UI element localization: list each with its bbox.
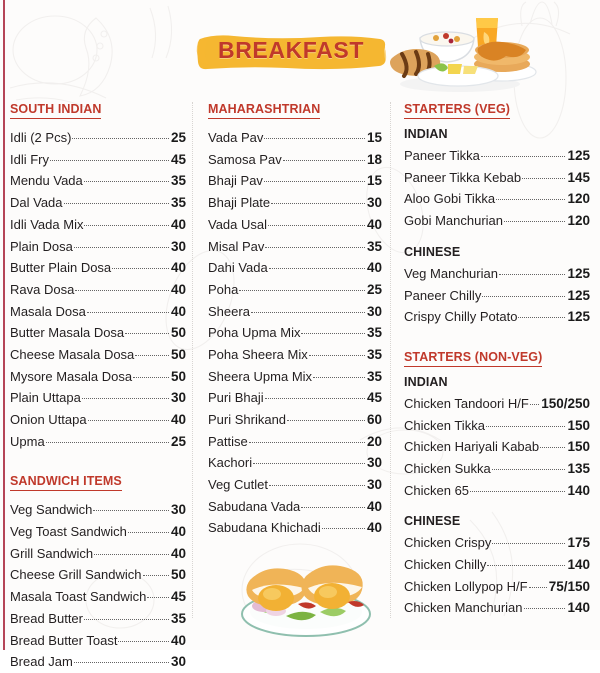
item-name: Masala Dosa: [10, 303, 86, 319]
item-price: 15: [366, 173, 382, 189]
item-price: 45: [170, 589, 186, 605]
item-name: Paneer Chilly: [404, 287, 482, 303]
item-name: Dal Vada: [10, 195, 63, 211]
dot-leader: [118, 641, 169, 642]
menu-row: [208, 235, 382, 257]
dot-leader: [87, 312, 169, 313]
item-name: Plain Uttapa: [10, 390, 81, 406]
menu-row: [10, 366, 186, 388]
dot-leader: [271, 203, 365, 204]
item-price: 35: [170, 610, 186, 626]
dot-leader: [518, 317, 565, 318]
item-price: 30: [366, 195, 382, 211]
menu-row: [208, 279, 382, 301]
column-3: [392, 100, 600, 650]
dot-leader: [524, 608, 566, 609]
dot-leader: [522, 178, 565, 179]
menu-row: [404, 597, 590, 619]
dot-leader: [125, 333, 169, 334]
item-price: 35: [170, 195, 186, 211]
item-name: Gobi Manchurian: [404, 213, 503, 229]
menu-row: [10, 257, 186, 279]
menu-row: [208, 214, 382, 236]
menu-row: [208, 322, 382, 344]
dot-leader: [75, 290, 169, 291]
dot-leader: [268, 225, 365, 226]
item-name: Sheera: [208, 303, 250, 319]
starters-veg-chinese-items: [404, 263, 590, 328]
menu-row: [404, 458, 590, 480]
menu-row: [208, 170, 382, 192]
item-price: 20: [366, 433, 382, 449]
menu-header: [0, 0, 600, 96]
item-price: 135: [567, 460, 590, 476]
item-name: Chicken Hariyali Kabab: [404, 439, 540, 455]
item-name: Poha: [208, 281, 239, 297]
section-heading-starters-veg: STARTERS (VEG): [404, 102, 510, 119]
dot-leader: [84, 619, 169, 620]
item-price: 150: [567, 417, 590, 433]
item-name: Crispy Chilly Potato: [404, 309, 518, 325]
item-name: Poha Upma Mix: [208, 325, 301, 341]
dot-leader: [112, 268, 169, 269]
dot-leader: [313, 377, 365, 378]
item-name: Cheese Masala Dosa: [10, 346, 135, 362]
item-price: 30: [366, 303, 382, 319]
item-price: 40: [170, 632, 186, 648]
item-price: 145: [567, 169, 590, 185]
item-name: Plain Dosa: [10, 238, 73, 254]
item-price: 125: [567, 265, 590, 281]
item-name: Mysore Masala Dosa: [10, 368, 133, 384]
dot-leader: [94, 554, 169, 555]
item-name: Chicken Manchurian: [404, 600, 523, 616]
item-name: Bread Butter Toast: [10, 632, 118, 648]
item-price: 125: [567, 287, 590, 303]
dot-leader: [492, 469, 566, 470]
menu-row: [208, 431, 382, 453]
dot-leader: [309, 355, 365, 356]
dot-leader: [128, 532, 169, 533]
banner-title: BREAKFAST: [218, 36, 364, 63]
menu-row: [208, 344, 382, 366]
dot-leader: [283, 160, 365, 161]
column-divider-1: [192, 102, 193, 618]
section-heading-south-indian: SOUTH INDIAN: [10, 102, 101, 119]
item-price: 40: [366, 498, 382, 514]
dot-leader: [264, 138, 365, 139]
dot-leader: [301, 333, 364, 334]
item-price: 140: [567, 600, 590, 616]
dot-leader: [50, 160, 169, 161]
item-name: Puri Bhaji: [208, 390, 264, 406]
section-gap: [404, 328, 590, 348]
subheading-veg-chinese: CHINESE: [404, 244, 461, 259]
item-name: Poha Sheera Mix: [208, 346, 308, 362]
item-price: 35: [366, 368, 382, 384]
dot-leader: [269, 268, 365, 269]
menu-row: [10, 608, 186, 630]
dot-leader: [496, 199, 565, 200]
dot-leader: [93, 510, 169, 511]
item-price: 45: [366, 390, 382, 406]
item-name: Aloo Gobi Tikka: [404, 191, 496, 207]
menu-row: [10, 344, 186, 366]
column-1: [0, 100, 196, 670]
item-name: Chicken Lollypop H/F: [404, 578, 528, 594]
dot-leader: [265, 247, 365, 248]
dot-leader: [253, 463, 365, 464]
dot-leader: [133, 377, 169, 378]
menu-row: [10, 629, 186, 651]
item-price: 60: [366, 412, 382, 428]
menu-row: [208, 149, 382, 171]
dot-leader: [482, 296, 565, 297]
dot-leader: [74, 247, 169, 248]
item-price: 35: [170, 173, 186, 189]
item-price: 40: [170, 281, 186, 297]
item-name: Bhaji Pav: [208, 173, 263, 189]
menu-row: [10, 409, 186, 431]
menu-row: [208, 474, 382, 496]
dot-leader: [492, 543, 565, 544]
menu-row: [404, 263, 590, 285]
item-price: 40: [170, 524, 186, 540]
dot-leader: [540, 447, 565, 448]
item-name: Sabudana Khichadi: [208, 520, 321, 536]
item-price: 30: [366, 477, 382, 493]
menu-row: [404, 576, 590, 598]
menu-row: [10, 499, 186, 521]
starters-nonveg-chinese-items: [404, 532, 590, 619]
menu-row: [10, 235, 186, 257]
menu-row: [10, 521, 186, 543]
item-name: Butter Masala Dosa: [10, 325, 125, 341]
item-price: 30: [366, 455, 382, 471]
item-price: 40: [366, 260, 382, 276]
item-price: 25: [170, 130, 186, 146]
menu-row: [10, 651, 186, 673]
item-name: Vada Pav: [208, 130, 264, 146]
menu-row: [404, 436, 590, 458]
item-name: Bread Jam: [10, 654, 73, 670]
menu-row: [10, 387, 186, 409]
menu-row: [404, 480, 590, 502]
column-divider-2: [390, 102, 391, 618]
south-indian-items: [10, 127, 186, 452]
dot-leader: [135, 355, 169, 356]
item-price: 120: [567, 213, 590, 229]
item-name: Veg Toast Sandwich: [10, 524, 127, 540]
dot-leader: [251, 312, 365, 313]
item-name: Chicken 65: [404, 482, 470, 498]
item-name: Kachori: [208, 455, 253, 471]
item-price: 30: [170, 390, 186, 406]
dot-leader: [84, 181, 169, 182]
item-price: 15: [366, 130, 382, 146]
menu-row: [10, 564, 186, 586]
menu-row: [208, 452, 382, 474]
menu-row: [10, 127, 186, 149]
menu-row: [208, 387, 382, 409]
item-name: Chicken Chilly: [404, 557, 487, 573]
menu-row: [404, 145, 590, 167]
item-price: 35: [366, 346, 382, 362]
dot-leader: [84, 225, 169, 226]
item-price: 40: [170, 412, 186, 428]
item-name: Chicken Tandoori H/F: [404, 395, 529, 411]
item-price: 150: [567, 439, 590, 455]
menu-row: [10, 431, 186, 453]
group-gap: [404, 232, 590, 245]
item-name: Chicken Sukka: [404, 460, 491, 476]
breakfast-banner: [196, 32, 386, 68]
dot-leader: [239, 290, 365, 291]
dot-leader: [486, 426, 566, 427]
item-price: 150/250: [541, 395, 590, 411]
item-price: 25: [366, 281, 382, 297]
item-name: Puri Shrikand: [208, 412, 287, 428]
menu-row: [404, 306, 590, 328]
item-price: 40: [170, 260, 186, 276]
item-name: Pattise: [208, 433, 248, 449]
dot-leader: [529, 587, 547, 588]
item-price: 25: [170, 433, 186, 449]
dot-leader: [287, 420, 365, 421]
sandwich-items: [10, 499, 186, 673]
item-name: Sabudana Vada: [208, 498, 301, 514]
menu-row: [208, 257, 382, 279]
item-price: 50: [170, 368, 186, 384]
dot-leader: [504, 221, 565, 222]
item-price: 50: [170, 325, 186, 341]
menu-row: [10, 586, 186, 608]
item-name: Onion Uttapa: [10, 412, 87, 428]
menu-row: [10, 214, 186, 236]
item-price: 30: [170, 502, 186, 518]
item-name: Grill Sandwich: [10, 545, 94, 561]
item-price: 30: [170, 654, 186, 670]
maharashtrian-items: [208, 127, 382, 539]
menu-row: [10, 543, 186, 565]
dot-leader: [82, 398, 169, 399]
subheading-nonveg-indian: INDIAN: [404, 374, 448, 389]
dot-leader: [301, 507, 365, 508]
dot-leader: [72, 138, 169, 139]
menu-row: [404, 393, 590, 415]
item-name: Idli Vada Mix: [10, 216, 84, 232]
menu-row: [10, 301, 186, 323]
item-price: 40: [366, 520, 382, 536]
item-price: 140: [567, 557, 590, 573]
item-price: 125: [567, 148, 590, 164]
menu-row: [10, 192, 186, 214]
menu-row: [404, 167, 590, 189]
menu-row: [10, 149, 186, 171]
dot-leader: [530, 404, 539, 405]
dot-leader: [88, 420, 169, 421]
subheading-veg-indian: INDIAN: [404, 127, 448, 141]
item-name: Butter Plain Dosa: [10, 260, 112, 276]
item-name: Idli (2 Pcs): [10, 130, 72, 146]
dot-leader: [264, 181, 365, 182]
item-name: Chicken Crispy: [404, 535, 492, 551]
item-name: Cheese Grill Sandwich: [10, 567, 142, 583]
menu-row: [208, 127, 382, 149]
vada-pav-plate-illustration: [228, 532, 384, 640]
item-name: Bread Butter: [10, 610, 83, 626]
section-heading-maharashtrian: MAHARASHTRIAN: [208, 102, 320, 119]
item-name: Misal Pav: [208, 238, 265, 254]
menu-row: [404, 554, 590, 576]
menu-row: [404, 284, 590, 306]
item-name: Chicken Tikka: [404, 417, 485, 433]
dot-leader: [322, 528, 365, 529]
item-price: 35: [366, 325, 382, 341]
item-name: Rava Dosa: [10, 281, 75, 297]
item-price: 175: [567, 535, 590, 551]
item-name: Dahi Vada: [208, 260, 268, 276]
item-price: 30: [170, 238, 186, 254]
item-price: 45: [170, 151, 186, 167]
section-heading-sandwich-items: SANDWICH ITEMS: [10, 474, 122, 491]
menu-row: [10, 279, 186, 301]
item-name: Veg Manchurian: [404, 265, 498, 281]
item-name: Mendu Vada: [10, 173, 83, 189]
dot-leader: [46, 442, 169, 443]
menu-row: [10, 322, 186, 344]
dot-leader: [269, 485, 365, 486]
dot-leader: [64, 203, 169, 204]
item-name: Vada Usal: [208, 216, 268, 232]
item-name: Paneer Tikka Kebab: [404, 169, 522, 185]
item-price: 50: [170, 567, 186, 583]
group-gap: [404, 501, 590, 514]
starters-nonveg-indian-items: [404, 393, 590, 501]
item-price: 75/150: [548, 578, 590, 594]
item-price: 125: [567, 309, 590, 325]
menu-row: [208, 366, 382, 388]
dot-leader: [147, 597, 169, 598]
menu-row: [404, 188, 590, 210]
item-price: 40: [170, 545, 186, 561]
dot-leader: [143, 575, 169, 576]
dot-leader: [499, 274, 566, 275]
menu-row: [10, 170, 186, 192]
breakfast-platter-illustration: [372, 2, 544, 94]
menu-row: [404, 415, 590, 437]
menu-row: [208, 409, 382, 431]
menu-row: [208, 496, 382, 518]
starters-veg-indian-items: [404, 145, 590, 232]
dot-leader: [265, 398, 365, 399]
dot-leader: [481, 156, 566, 157]
item-price: 40: [366, 216, 382, 232]
item-name: Veg Cutlet: [208, 477, 268, 493]
menu-row: [208, 301, 382, 323]
dot-leader: [74, 662, 169, 663]
menu-row: [208, 192, 382, 214]
item-name: Bhaji Plate: [208, 195, 271, 211]
menu-row: [404, 210, 590, 232]
item-price: 40: [170, 303, 186, 319]
item-name: Masala Toast Sandwich: [10, 589, 147, 605]
item-name: Idli Fry: [10, 151, 49, 167]
item-price: 35: [366, 238, 382, 254]
item-price: 40: [170, 216, 186, 232]
section-heading-starters-non-veg: STARTERS (NON-VEG): [404, 350, 542, 367]
item-name: Upma: [10, 433, 45, 449]
item-price: 140: [567, 482, 590, 498]
dot-leader: [249, 442, 365, 443]
menu-row: [404, 532, 590, 554]
item-name: Samosa Pav: [208, 151, 282, 167]
dot-leader: [487, 565, 565, 566]
item-name: Sheera Upma Mix: [208, 368, 313, 384]
subheading-nonveg-chinese: CHINESE: [404, 514, 461, 529]
dot-leader: [470, 491, 565, 492]
item-name: Veg Sandwich: [10, 502, 93, 518]
item-price: 50: [170, 346, 186, 362]
item-price: 120: [567, 191, 590, 207]
section-gap: [10, 452, 186, 472]
item-name: Paneer Tikka: [404, 148, 480, 164]
item-price: 18: [366, 151, 382, 167]
